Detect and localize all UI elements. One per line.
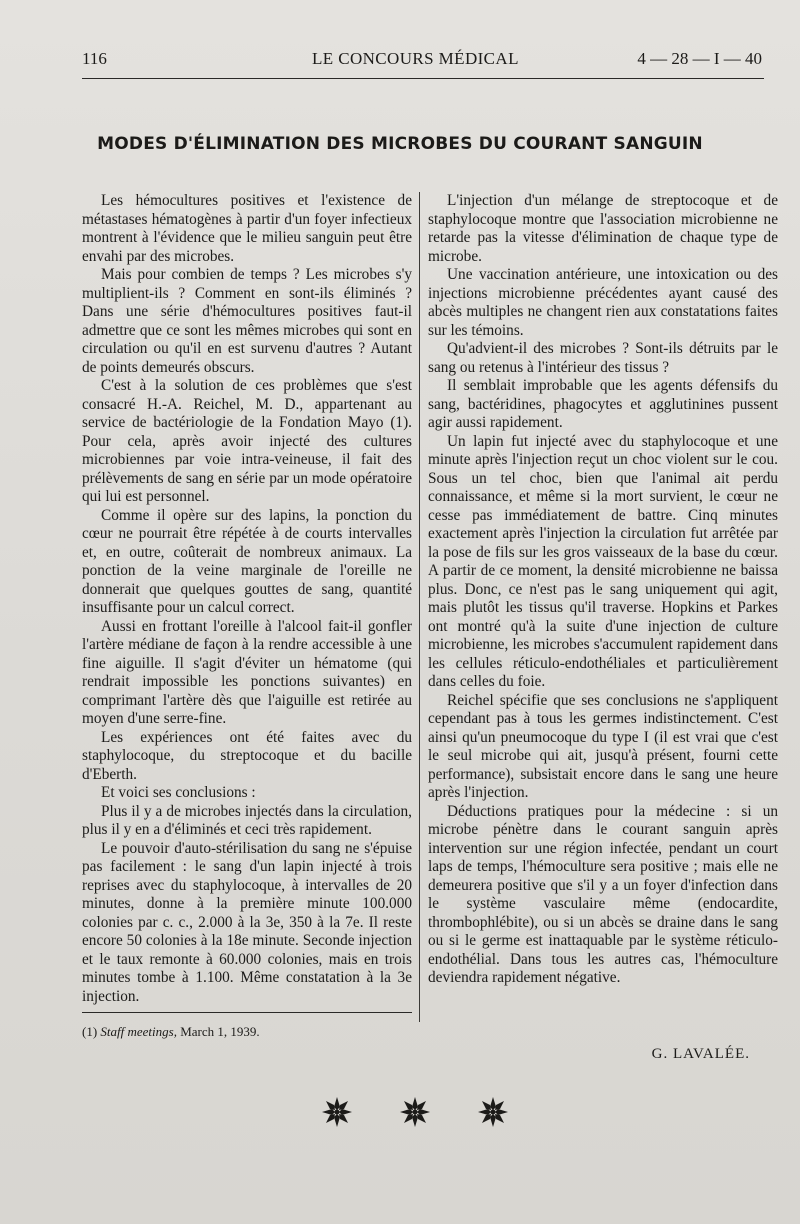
header-rule [82,78,764,79]
paragraph: Le pouvoir d'auto-stérilisation du sang ne s'épuise pas facilement : le sang d'un lapin injecté à trois reprises avec du staphylocoque, à intervalles de 20 minutes, donne à la première minute 100.000 colonies par c. c., 2.000 à la 3e, 350 à la 7e. Il reste encore 50 colonies à la 18e minute. Seconde injection et le taux remonte à 60.000 colonies, mais en trois minutes tombe à 1.100. Même constatation à la 3e injection. [82,839,412,1005]
left-column [82,192,412,1006]
column-divider [419,192,420,1022]
paragraph: Un lapin fut injecté avec du staphylocoque et une minute après l'injection reçut un choc violent sur le cou. Sous un tel choc, bien que l'animal ait perdu connaissance, et même si la mort survient, le cœur ne cesse pas immédiatement de battre. Cinq minutes exactement après l'injection la circulation fut arrêtée par la pose de fils sur les gros vaisseaux de la base du cœur. A partir de ce moment, la densité microbienne ne baissa plus. Donc, ce n'est pas le sang uniquement qui agit, mais plutôt les tissus qu'il traverse. Hopkins et Parkes ont montré qu'à la suite d'une injection de culture microbienne, les microbes s'accumulent rapidement dans les cellules réticulo-endothéliales et particulièrement dans celles du foie. [428,432,778,690]
paragraph: Comme il opère sur des lapins, la ponction du cœur ne pourrait être répétée à de courts intervalles et, en outre, coûterait de nombreux animaux. La ponction de la veine marginale de l'oreille ne donnerait que quelques gouttes de sang, quantité insuffisante pour un calcul correct. [82,506,412,616]
paragraph: Déductions pratiques pour la médecine : si un microbe pénètre dans le courant sanguin après intervention sur une région infectée, pendant un court laps de temps, l'hémoculture sera positive ; mais elle ne demeurera positive que s'il y a un foyer d'infection dans le système vasculaire même (endocardite, thrombophlébite), ou si un abcès se draine dans le sang ou si le germe est inattaquable par le système réticulo-endothélial. Dans tous les autres cas, l'hémoculture deviendra rapidement négative. [428,802,778,986]
paragraph: Il semblait improbable que les agents défensifs du sang, bactéridines, phagocytes et agglutinines pussent agir aussi rapidement. [428,377,778,431]
footnote-source: Staff meetings, [100,1024,177,1039]
paragraph: Une vaccination antérieure, une intoxication ou des injections microbienne précédentes ayant causé des abcès multiples ne changent rien aux constatations faites sur les témoins. [428,266,778,339]
paragraph: Qu'advient-il des microbes ? Sont-ils détruits par le sang ou retenus à l'intérieur des tissus ? [428,340,778,376]
journal-title: LE CONCOURS MÉDICAL [312,49,519,68]
author-signature: G. LAVALÉE. [651,1046,750,1062]
footnote-date: March 1, 1939. [180,1024,260,1039]
fleuron-icon [476,1095,510,1129]
paragraph: L'injection d'un mélange de streptocoque et de staphylocoque montre que l'association microbienne ne retarde pas la vitesse d'élimination de chaque type de microbe. [428,192,778,265]
footnote-rule [82,1012,412,1013]
paragraph: C'est à la solution de ces problèmes que s'est consacré H.-A. Reichel, M. D., appartenant au service de bactériologie de la Fondation Mayo (1). Pour cela, après avoir injecté des cultures microbiennes par voie intra-veineuse, il fait des prélèvements de sang en série par un mode opératoire qui lui est personnel. [82,377,412,505]
right-column [428,192,778,988]
page-number: 116 [82,49,107,68]
paragraph: Aussi en frottant l'oreille à l'alcool fait-il gonfler l'artère médiane de façon à la rendre accessible à une fine aiguille. Il s'agit d'éviter un hématome (qui rendrait impossible les ponctions suivantes) en comprimant l'artère dès que l'aiguille est retirée au moyen d'une serre-fine. [82,617,412,727]
paragraph: Les expériences ont été faites avec du staphylocoque, du streptocoque et du bacille d'Eberth. [82,728,412,783]
page-header [82,49,762,73]
paragraph: Mais pour combien de temps ? Les microbes s'y multiplient-ils ? Comment en sont-ils éliminés ? Dans une série d'hémocultures positives faut-il admettre que ce sont les mêmes microbes qui sont en circulation ou qu'il en est survenu d'autres ? Autant de points demeurés obscurs. [82,266,412,376]
paragraph: Les hémocultures positives et l'existence de métastases hématogènes à partir d'un foyer infectieux montrent à l'évidence que le milieu sanguin peut être envahi par des microbes. [82,192,412,265]
fleuron-icon [320,1095,354,1129]
fleuron-icon [398,1095,432,1129]
ornament-row [320,1092,510,1132]
article-title: MODES D'ÉLIMINATION DES MICROBES DU COURANT SANGUIN [97,134,703,154]
paragraph: Plus il y a de microbes injectés dans la circulation, plus il y en a d'éliminés et ceci très rapidement. [82,802,412,838]
issue-date: 4 — 28 — I — 40 [637,49,762,68]
paragraph: Reichel spécifie que ses conclusions ne s'appliquent cependant pas à tous les germes indistinctement. C'est ainsi qu'un pneumocoque du type I (il est vrai que c'est le seul microbe qui ait, jusqu'à présent, fourni cette performance), subsistait encore dans le sang une heure après l'injection. [428,691,778,801]
paragraph: Et voici ses conclusions : [101,784,256,801]
footnote [82,1024,412,1040]
footnote-marker: (1) [82,1024,98,1039]
